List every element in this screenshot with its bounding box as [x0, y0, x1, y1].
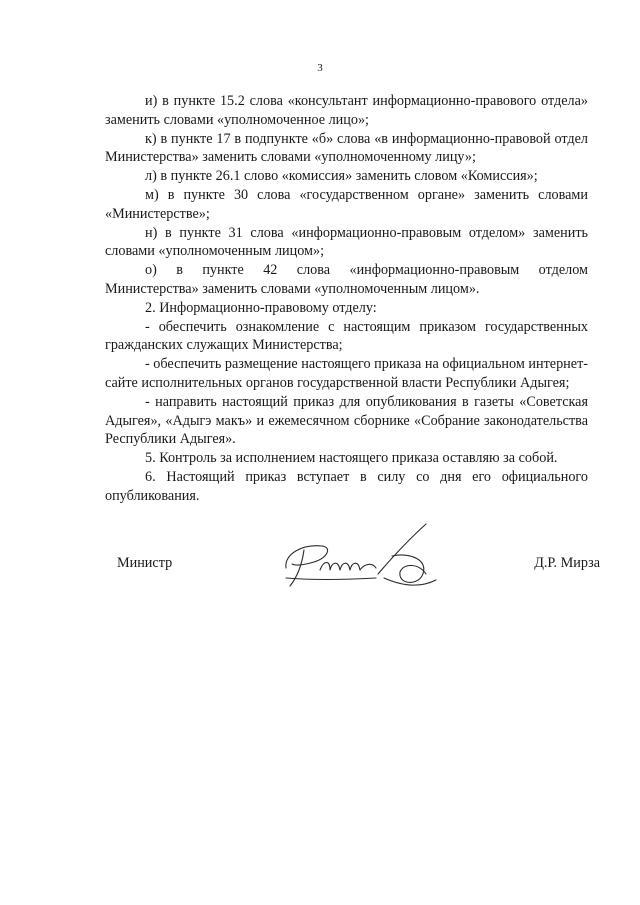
paragraph-bullet-1: - обеспечить ознакомление с настоящим приказом государственных гражданских служащих Министерства;: [105, 318, 588, 354]
paragraph-item-i: и) в пункте 15.2 слова «консультант информационно-правового отдела» заменить словами «уполномоченное лицо»;: [105, 93, 588, 128]
signatory-title: Министр: [117, 555, 173, 571]
paragraph-item-n: н) в пункте 31 слова «информационно-правовым отделом» заменить словами «уполномоченным лицом»;: [105, 224, 588, 260]
paragraph-section-6: 6. Настоящий приказ вступает в силу со дня его официального опубликования.: [105, 468, 588, 504]
signatory-name: Д.Р. Мирза: [534, 555, 600, 571]
paragraph-section-5: 5. Контроль за исполнением настоящего приказа оставляю за собой.: [145, 450, 558, 467]
signature-block: [105, 520, 600, 600]
handwritten-signature: [280, 520, 480, 598]
paragraph-item-l: л) в пункте 26.1 слово «комиссия» заменить словом «Комиссия»;: [145, 168, 538, 185]
paragraph-bullet-3: - направить настоящий приказ для опубликования в газеты «Советская Адыгея», «Адыгэ макъ» и ежемесячном сборнике «Собрание законодательства Республики Адыгея».: [105, 393, 588, 448]
document-body: [105, 92, 588, 506]
paragraph-item-o: о) в пункте 42 слова «информационно-правовым отделом Министерства» заменить словами «уполномоченным лицом».: [105, 262, 588, 297]
paragraph-item-m: м) в пункте 30 слова «государственном органе» заменить словами «Министерстве»;: [105, 186, 588, 222]
paragraph-section-2: 2. Информационно-правовому отделу:: [145, 299, 377, 316]
page-number: 3: [317, 62, 323, 74]
paragraph-bullet-2: - обеспечить размещение настоящего приказа на официальном интернет-сайте исполнительных органов государственной власти Республики Адыгея;: [105, 356, 588, 391]
paragraph-item-k: к) в пункте 17 в подпункте «б» слова «в информационно-правовой отдел Министерства» заменить словами «уполномоченному лицу»;: [105, 130, 588, 166]
